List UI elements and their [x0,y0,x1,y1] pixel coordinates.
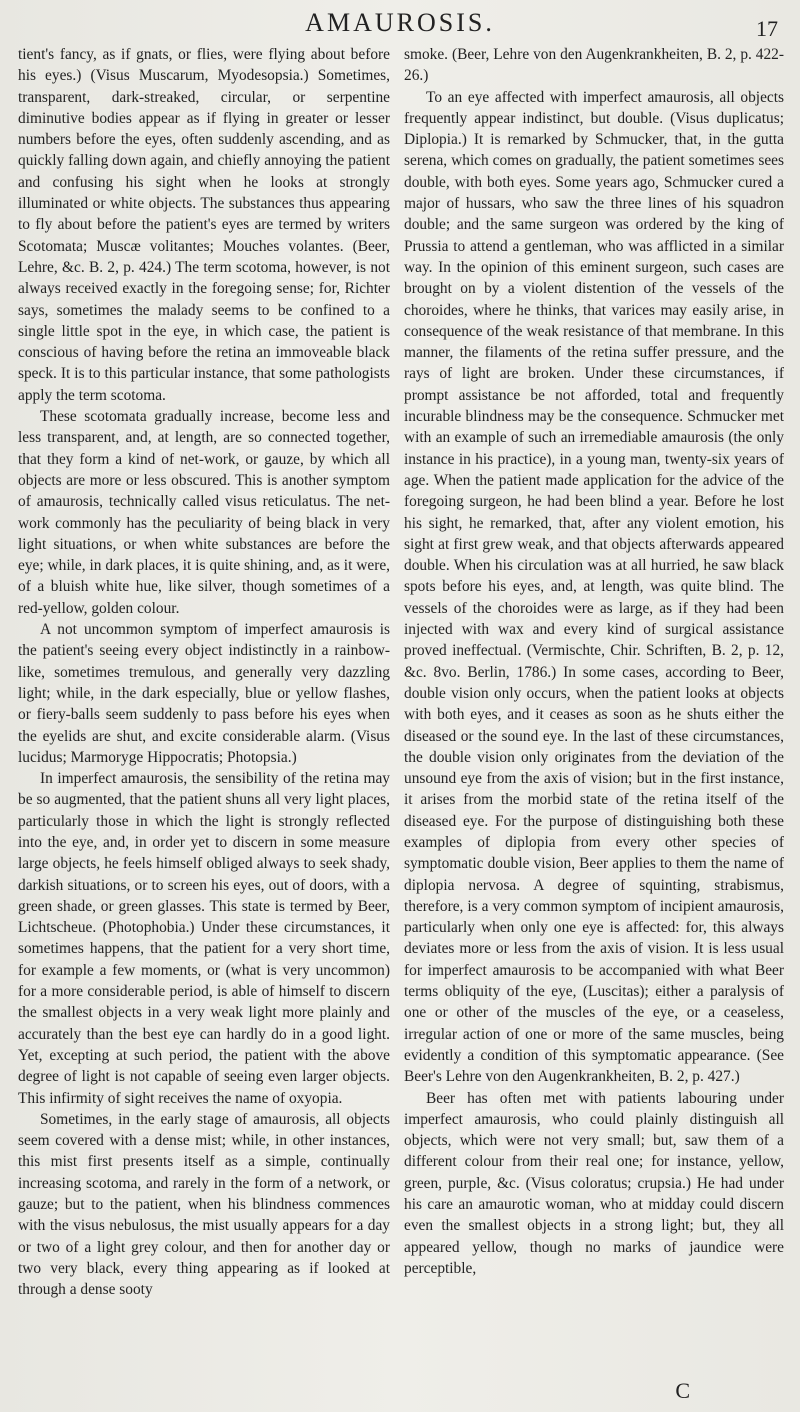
paragraph: Sometimes, in the early stage of amaurosis, all objects seem covered with a dense mist; while, in other instances, this mist first presents itself as a simple, continually increasing scotoma, and rarely in the form of a network, or gauze; but to the patient, when his blindness commences with the visus nebulosus, the mist usually appears for a day or two of a light grey colour, and then for another day or two very black, every thing appearing as if looked at through a dense sooty [18,1110,390,1299]
paragraph: tient's fancy, as if gnats, or flies, were flying about before his eyes.) (Visus Muscarum, Myodesopsia.) Sometimes, transparent, dark-streaked, circular, or serpentine diminutive bodies appear as if flying in greater or lesser numbers before the eyes, often suddenly ascending, and as quickly falling down again, and chiefly annoying the patient and confusing his sight when he looks at strongly illuminated or white objects. The substances thus appearing to fly about before the patient's eyes are termed by writers Scotomata; Muscæ volitantes; Mouches volantes. (Beer, Lehre, &c. B. 2, p. 424.) The term scotoma, however, is not always received exactly in the foregoing sense; for, Richter says, sometimes the malady seems to be confined to a single little spot in the eye, in which case, the patient is conscious of having before the retina an immoveable black speck. It is to this particular instance, that some pathologists apply the term scotoma. [18,46,390,404]
paragraph: A not uncommon symptom of imperfect amaurosis is the patient's seeing every object indistinctly in a rainbow-like, sometimes tremulous, and generally very dazzling light; while, in the dark especially, blue or yellow flashes, or fiery-balls seem suddenly to pass before his eyes when the eyelids are shut, and excite considerable alarm. (Visus lucidus; Marmoryge Hippocratis; Photopsia.) [18,621,390,766]
left-column [18,44,390,1301]
paragraph: These scotomata gradually increase, become less and less transparent, and, at length, are so connected together, that they form a kind of net-work, or gauze, by which all objects are more or less obscured. This is another symptom of amaurosis, technically called visus reticulatus. The net-work commonly has the peculiarity of being black in very light situations, or when white substances are before the eye; while, in dark places, it is quite shining, and, as it were, of a bluish white hue, like silver, though sometimes of a red-yellow, golden colour. [18,408,390,617]
paragraph: To an eye affected with imperfect amaurosis, all objects frequently appear indistinct, but double. (Visus duplicatus; Diplopia.) It is remarked by Schmucker, that, in the gutta serena, which comes on gradually, the patient sometimes sees double, with both eyes. Some years ago, Schmucker cured a major of hussars, who saw the three lines of his squadron double; and the same surgeon was ordered by the king of Prussia to attend a gentleman, who was afflicted in a similar way. In the opinion of this eminent surgeon, such cases are brought on by a violent distention of the vessels of the choroides, where he thinks, that varices may easily arise, in consequence of the weak resistance of that membrane. In this manner, the filaments of the retina suffer pressure, and the rays of light are broken. Under these circumstances, if prompt assistance be not afforded, total and frequently incurable blindness may be the consequence. Schmucker met with an example of such an irremediable amaurosis (the only instance in his practice), in a young man, twenty-six years of age. When the patient made application for the advice of the foregoing surgeon, he had been blind a year. Before he lost his sight, he remarked, that, after any violent emotion, his sight at first grew weak, and that objects afterwards appeared double. When his circulation was at all hurried, he saw black spots before his eyes, and, at length, was quite blind. The vessels of the choroides were as large, as if they had been injected with wax and every kind of surgical assistance proved ineffectual. (Vermischte, Chir. Schriften, B. 2, p. 12, &c. 8vo. Berlin, 1786.) In some cases, according to Beer, double vision only occurs, when the patient looks at objects with both eyes, and it ceases as soon as he shuts either the diseased or the sound eye. In the last of these circumstances, the double vision only originates from the deviation of the unsound eye from the axis of vision; but in the first instance, it arises from the morbid state of the retina itself of the diseased eye. For the purpose of distinguishing both these examples of diplopia from every other species of symptomatic double vision, Beer applies to them the name of diplopia nervosa. A degree of squinting, strabismus, therefore, is a very common symptom of incipient amaurosis, particularly when only one eye is affected: for, this always deviates more or less from the axis of vision. It is less usual for imperfect amaurosis to be accompanied with what Beer terms obliquity of the eye, (Luscitas); either a paralysis of one or other of the muscles of the eye, or a ceaseless, irregular action of one or more of the same muscles, being evidently a condition of this symptomatic appearance. (See Beer's Lehre von den Augenkrankheiten, B. 2, p. 427.) [404,88,784,1086]
right-column [404,44,784,1279]
paragraph: In imperfect amaurosis, the sensibility of the retina may be so augmented, that the patient shuns all very light places, particularly those in which the light is strongly reflected into the eye, and, in order yet to discern in some measure large objects, he feels himself obliged always to seek shady, darkish situations, or to screen his eyes, out of doors, with a green shade, or green glasses. This state is termed by Beer, Lichtscheue. (Photophobia.) Under these circumstances, it sometimes happens, that the patient for a very short time, for example a few moments, or (what is very uncommon) for a more considerable period, is able of himself to discern the smallest objects in a very weak light more plainly and accurately than the best eye can hardly do in a good light. Yet, excepting at such period, the patient with the above degree of light is not capable of seeing even larger objects. This infirmity of sight receives the name of oxyopia. [18,770,390,1107]
running-head [0,8,800,42]
paragraph: Beer has often met with patients labouring under imperfect amaurosis, who could plainly distinguish all objects, which were not very small; but, saw them of a different colour from their real one; for instance, yellow, green, purple, &c. (Visus coloratus; crupsia.) He had under his care an amaurotic woman, who at midday could discern even the smallest objects in a strong light; but, they all appeared yellow, though no marks of jaundice were perceptible, [404,1089,784,1277]
paragraph: smoke. (Beer, Lehre von den Augenkrankheiten, B. 2, p. 422-26.) [404,46,784,85]
signature-mark: C [675,1378,690,1403]
page-number: 17 [756,16,778,41]
running-title: AMAUROSIS. [305,8,495,37]
